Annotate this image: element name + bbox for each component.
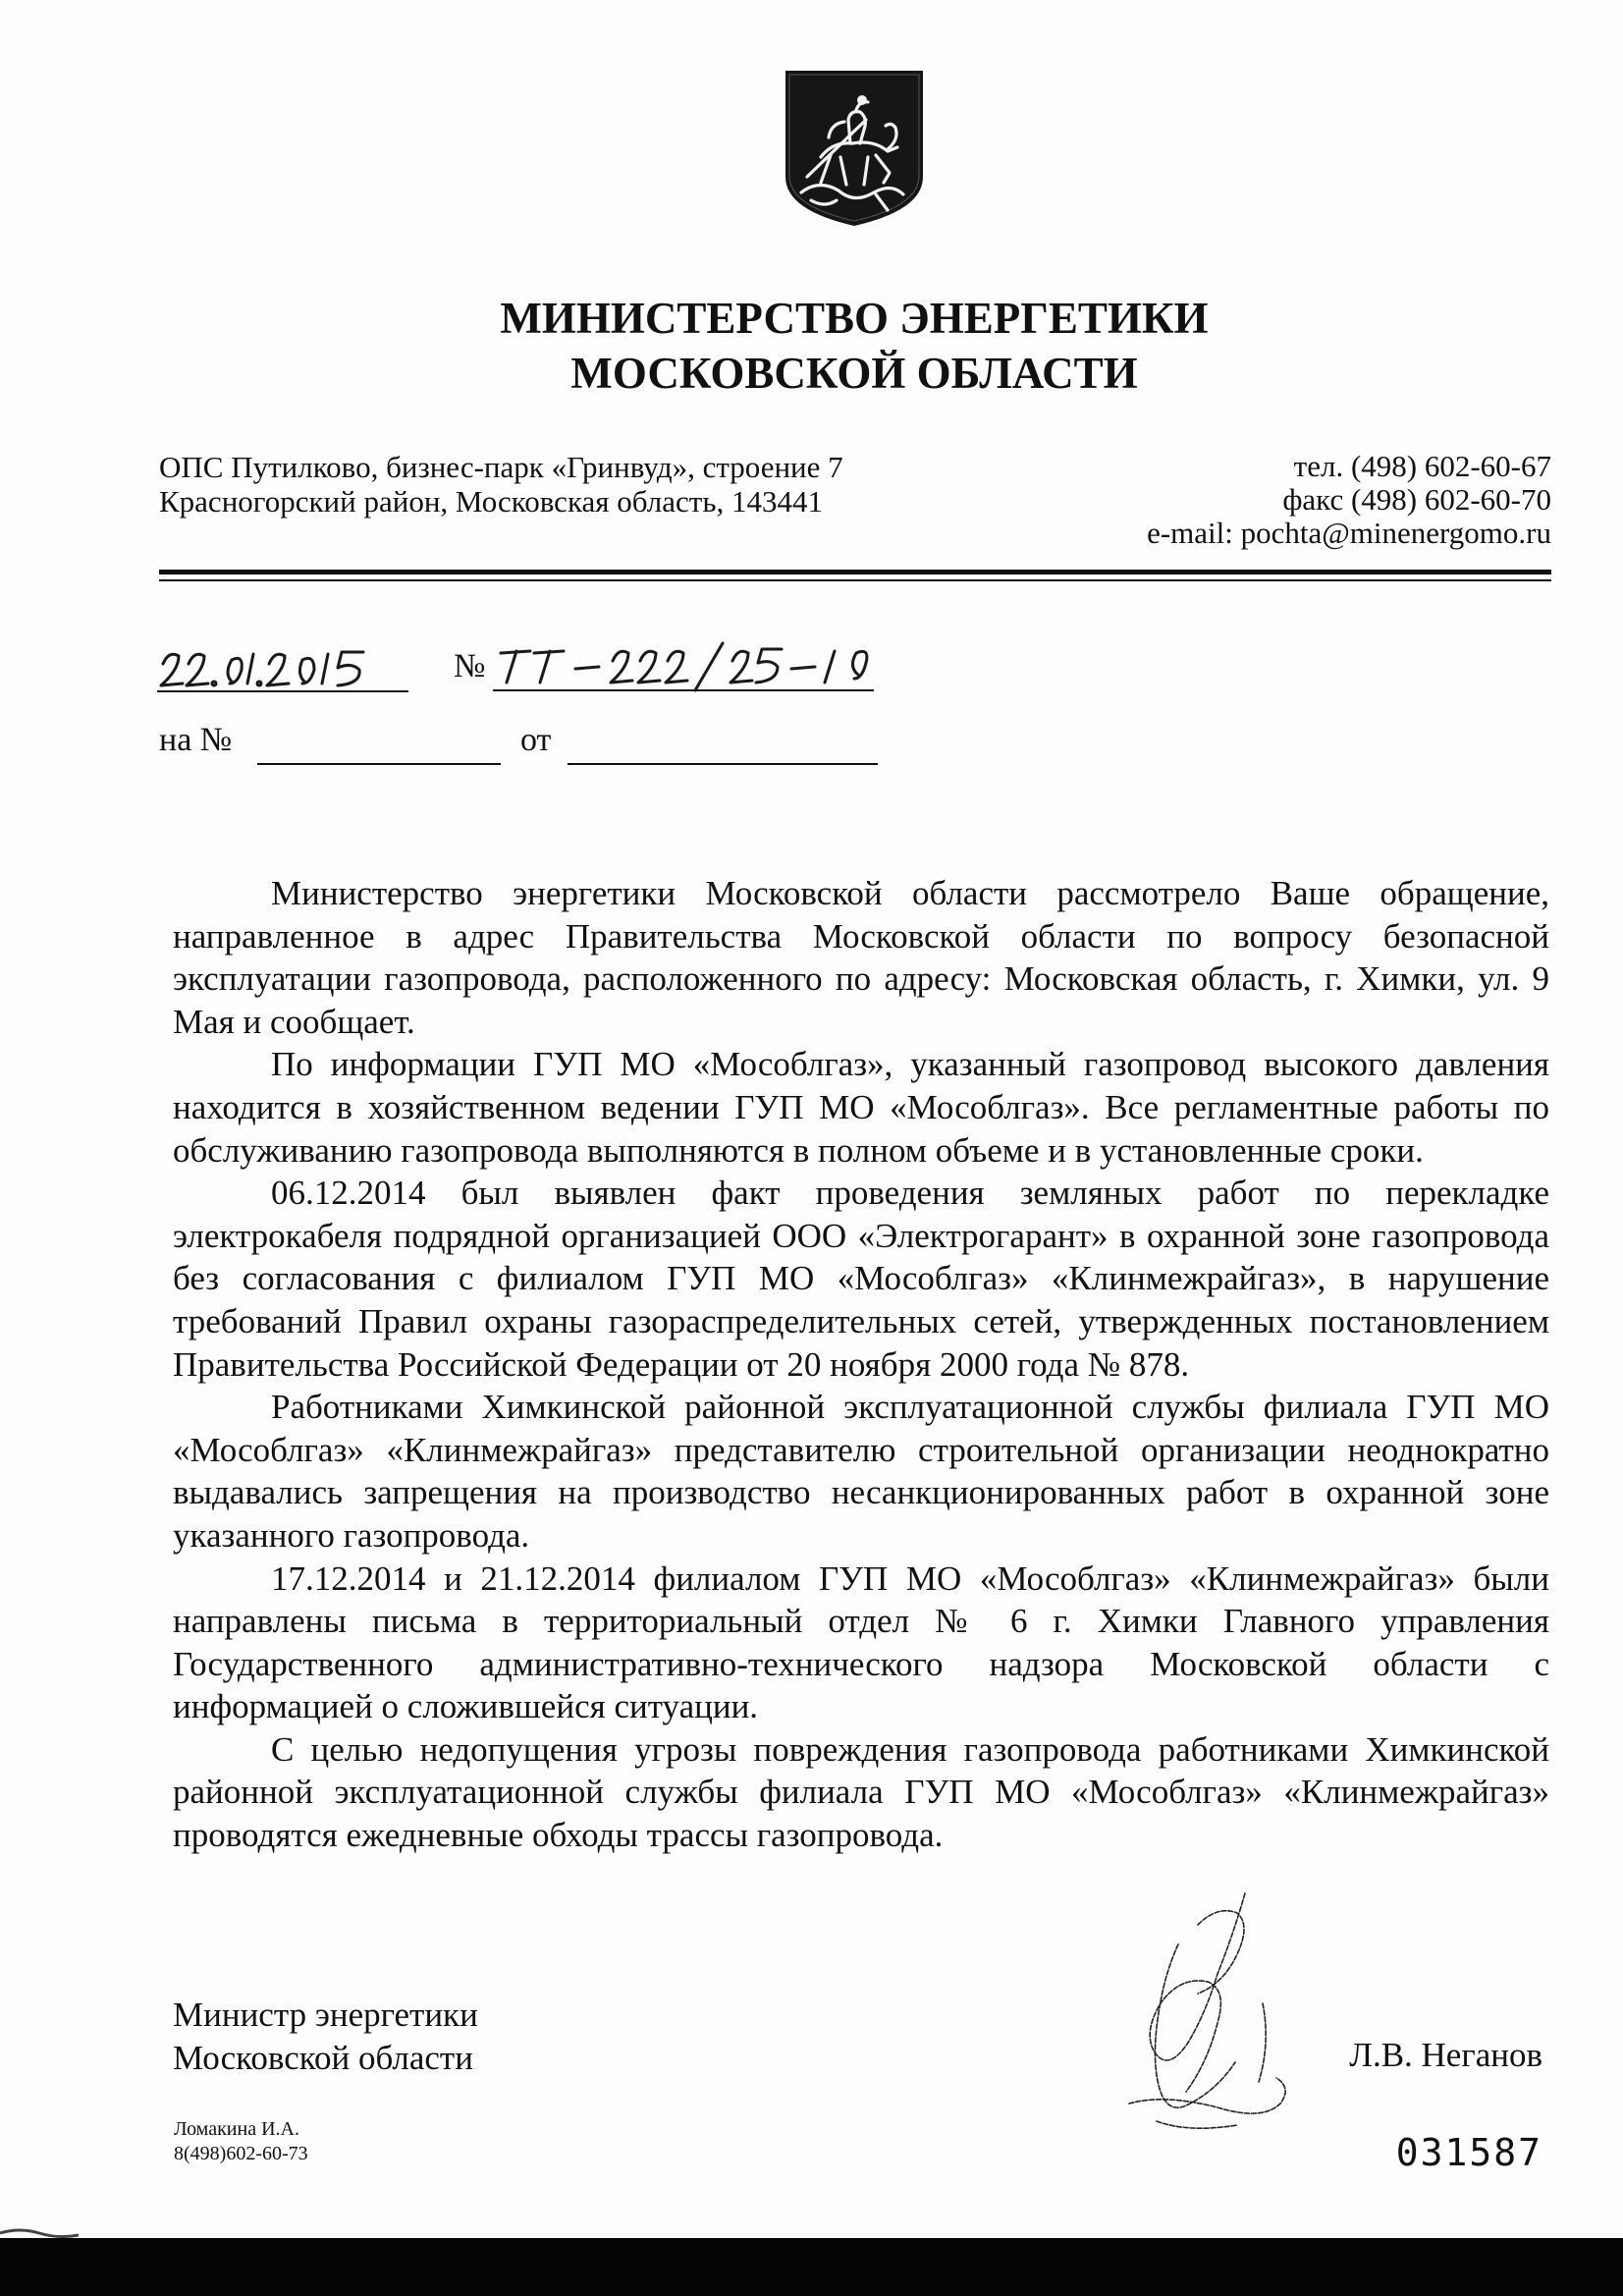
- executor-name: Ломакина И.А.: [174, 2118, 299, 2140]
- body-paragraph: 17.12.2014 и 21.12.2014 филиалом ГУП МО «Мособлгаз» «Клинмежрайгаз» были направлены письма в территориальный отдел № 6 г. Химки Главного управления Государственного административно-технического надзора Московской области с информацией о сложившейся ситуации.: [173, 1558, 1549, 1726]
- signer-name: Л.В. Неганов: [1349, 2036, 1542, 2074]
- phone-number: тел. (498) 602-60-67: [1293, 449, 1551, 483]
- executor-info: [174, 2117, 308, 2166]
- handwritten-registration-number: [491, 633, 879, 698]
- ministry-title: [0, 291, 1623, 401]
- reply-number-label: на №: [159, 722, 233, 758]
- scan-bottom-edge: [0, 2238, 1623, 2296]
- reply-number-field: [257, 763, 501, 765]
- postal-address-line-2: Красногорский район, Московская область, 143441: [159, 484, 823, 519]
- ministry-title-line-1: МИНИСТЕРСТВО ЭНЕРГЕТИКИ: [500, 294, 1209, 343]
- header-divider-thin: [159, 579, 1551, 581]
- body-paragraph: По информации ГУП МО «Мособлгаз», указанный газопровод высокого давления находится в хозяйственном ведении ГУП МО «Мособлгаз». Все регламентные работы по обслуживанию газопровода выполняются в полном объеме и в установленные сроки.: [173, 1045, 1549, 1170]
- signer-position-line-1: Министр энергетики: [173, 1995, 478, 2034]
- scan-smudge: [0, 2225, 79, 2239]
- executor-phone: 8(498)602-60-73: [174, 2143, 308, 2164]
- signer-position: [173, 1994, 478, 2080]
- ministry-title-line-2: МОСКОВСКОЙ ОБЛАСТИ: [570, 349, 1138, 398]
- email-address: e-mail: pochta@minenergomo.ru: [1147, 516, 1551, 550]
- document-serial-number: 031587: [1395, 2131, 1542, 2174]
- number-sign: №: [454, 648, 486, 684]
- signer-position-line-2: Московской области: [173, 2039, 473, 2077]
- handwritten-registration-date: [155, 640, 414, 697]
- postal-address-line-1: ОПС Путилково, бизнес-парк «Гринвуд», строение 7: [159, 450, 843, 484]
- contact-details: [1147, 450, 1551, 550]
- body-paragraph: Министерство энергетики Московской области рассмотрело Ваше обращение, направленное в адрес Правительства Московской области по вопросу безопасной эксплуатации газопровода, расположенного по адресу: Московская область, г. Химки, ул. 9 Мая и сообщает.: [173, 874, 1549, 1041]
- body-paragraph: Работниками Химкинской районной эксплуатационной службы филиала ГУП МО «Мособлгаз» «Клинмежрайгаз» представителю строительной организации неоднократно выдавались запрещения на производство несанкционированных работ в охранной зоне указанного газопровода.: [173, 1388, 1549, 1555]
- fax-number: факс (498) 602-60-70: [1282, 482, 1551, 517]
- body-paragraph: С целью недопущения угрозы повреждения газопровода работниками Химкинской районной эксплуатационной службы филиала ГУП МО «Мособлгаз» «Клинмежрайгаз» проводятся ежедневные обходы трассы газопровода.: [173, 1729, 1549, 1855]
- reply-date-field: [568, 763, 878, 765]
- moscow-region-coat-of-arms-icon: [782, 67, 927, 228]
- body-paragraph: 06.12.2014 был выявлен факт проведения земляных работ по перекладке электрокабеля подрядной организацией ООО «Электрогарант» в охранной зоне газопровода без согласования с филиалом ГУП МО «Мособлгаз» «Клинмежрайгаз», в нарушение требований Правил охраны газораспределительных сетей, утвержденных постановлением Правительства Российской Федерации от 20 ноября 2000 года № 878.: [173, 1174, 1549, 1384]
- postal-address: [159, 450, 843, 519]
- reply-date-label: от: [520, 722, 552, 758]
- header-divider-thick: [159, 570, 1551, 574]
- letter-body: [173, 872, 1549, 1857]
- handwritten-signature: [1070, 1886, 1325, 2180]
